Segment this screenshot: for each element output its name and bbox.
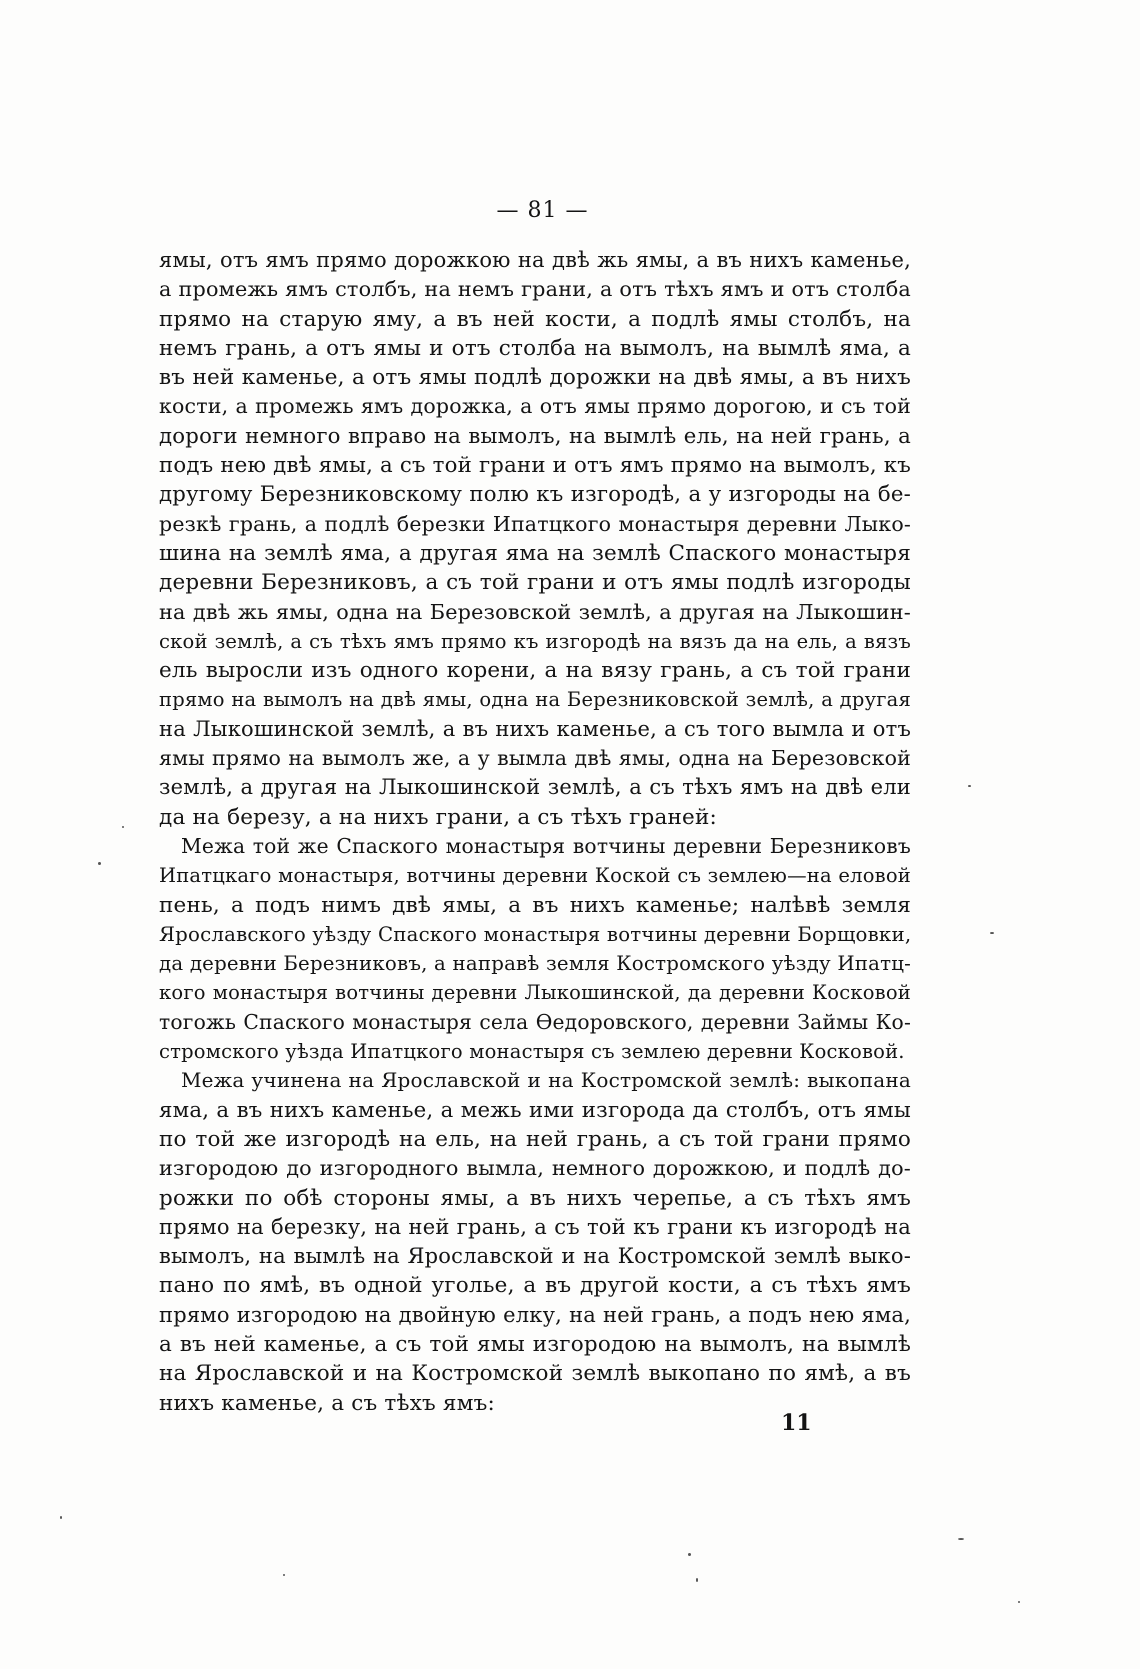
text-line: Межа той же Спаского монастыря вотчины деревни Березниковъ (181, 833, 911, 858)
text-line: на Ярославской и на Костромской землѣ выкопано по ямѣ, а въ (159, 1361, 911, 1387)
text-line: другому Березниковскому полю къ изгородѣ, а у изгороды на бе- (159, 482, 911, 508)
text-line: да деревни Березниковъ, а направѣ земля Костромского уѣзду Ипатц- (159, 952, 911, 976)
text-line: пень, а подъ нимъ двѣ ямы, а въ нихъ каменье; налѣвѣ земля (159, 892, 911, 918)
scan-speck (688, 1553, 691, 1556)
text-line: въ ней каменье, а отъ ямы подлѣ дорожки на двѣ ямы, а въ нихъ (159, 365, 911, 391)
scan-speck (283, 1574, 285, 1576)
scan-speck (990, 932, 994, 934)
text-line: на Лыкошинской землѣ, а въ нихъ каменье, а съ того вымла и отъ (159, 716, 911, 741)
scan-speck (958, 1538, 964, 1540)
scan-speck (122, 826, 124, 828)
text-line: кости, а промежь ямъ дорожка, а отъ ямы прямо дорогою, и съ той (159, 394, 911, 419)
text-line: деревни Березниковъ, а съ той грани и отъ ямы подлѣ изгороды (159, 570, 911, 596)
text-line: а промежь ямъ столбъ, на немъ грани, а отъ тѣхъ ямъ и отъ столба (159, 277, 911, 302)
scan-speck (98, 862, 101, 865)
text-line: на двѣ жь ямы, одна на Березовской землѣ, а другая на Лыкошин- (159, 599, 911, 624)
text-line: прямо на старую яму, а въ ней кости, а подлѣ ямы столбъ, на (159, 306, 911, 332)
text-line: землѣ, а другая на Лыкошинской землѣ, а съ тѣхъ ямъ на двѣ ели (159, 775, 911, 800)
text-line: стромского уѣзда Ипатцкого монастыря съ землею деревни Косковой. (159, 1040, 905, 1064)
text-line: по той же изгородѣ на ель, на ней грань, а съ той грани прямо (159, 1126, 911, 1152)
text-line: ямы, отъ ямъ прямо дорожкою на двѣ жь ямы, а въ нихъ каменье, (159, 248, 911, 272)
text-line: кого монастыря вотчины деревни Лыкошинской, да деревни Косковой (159, 981, 911, 1005)
signature-mark: 11 (781, 1410, 812, 1436)
text-line: ской землѣ, а съ тѣхъ ямъ прямо къ изгородѣ на вязъ да на ель, а вязъ (159, 629, 911, 653)
text-line: прямо на березку, на ней грань, а съ той къ грани къ изгородѣ на (159, 1214, 911, 1239)
text-line: прямо на вымолъ на двѣ ямы, одна на Березниковской землѣ, а другая (159, 688, 911, 712)
text-line: пано по ямѣ, въ одной уголье, а въ другой кости, а съ тѣхъ ямъ (159, 1273, 911, 1299)
text-line: нихъ каменье, а съ тѣхъ ямъ: (159, 1390, 495, 1416)
page-number: — 81 — (496, 198, 589, 223)
text-line: изгородою до изгородного вымла, немного дорожкою, и подлѣ до- (159, 1156, 911, 1181)
scan-speck (60, 1516, 62, 1519)
text-line: прямо изгородою на двойную елку, на ней грань, а подъ нею яма, (159, 1302, 911, 1327)
text-line: а въ ней каменье, а съ той ямы изгородою на вымолъ, на вымлѣ (159, 1331, 911, 1357)
text-line: подъ нею двѣ ямы, а съ той грани и отъ ямъ прямо на вымолъ, къ (159, 453, 911, 479)
text-line: вымолъ, на вымлѣ на Ярославской и на Костромской землѣ выко- (159, 1244, 911, 1269)
scan-speck (968, 785, 971, 787)
text-line: немъ грань, а отъ ямы и отъ столба на вымолъ, на вымлѣ яма, а (159, 335, 911, 361)
scan-speck (1018, 1601, 1020, 1603)
text-line: шина на землѣ яма, а другая яма на землѣ Спаского монастыря (159, 540, 911, 566)
text-line: яма, а въ нихъ каменье, а межь ими изгорода да столбъ, отъ ямы (159, 1097, 911, 1123)
body-text (159, 246, 911, 1418)
text-line: дороги немного вправо на вымолъ, на вымлѣ ель, на ней грань, а (159, 423, 911, 449)
text-line: рожки по обѣ стороны ямы, а въ нихъ черепье, а съ тѣхъ ямъ (159, 1185, 911, 1211)
text-line: резкѣ грань, а подлѣ березки Ипатцкого монастыря деревни Лыко- (159, 511, 911, 536)
text-line: да на березу, а на нихъ грани, а съ тѣхъ граней: (159, 804, 717, 830)
text-line: ямы прямо на вымолъ же, а у вымла двѣ ямы, одна на Березовской (159, 746, 911, 771)
text-line: Ярославского уѣзду Спаского монастыря вотчины деревни Борщовки, (159, 922, 912, 946)
scan-speck (696, 1578, 698, 1582)
text-line: Ипатцкаго монастыря, вотчины деревни Коской съ землею—на еловой (159, 864, 911, 888)
text-line: Межа учинена на Ярославской и на Костромской землѣ: выкопана (181, 1068, 911, 1093)
text-line: тогожь Спаского монастыря села Ѳедоровского, деревни Займы Ко- (159, 1009, 911, 1034)
text-line: ель выросли изъ одного корени, а на вязу грань, а съ той грани (159, 658, 911, 684)
